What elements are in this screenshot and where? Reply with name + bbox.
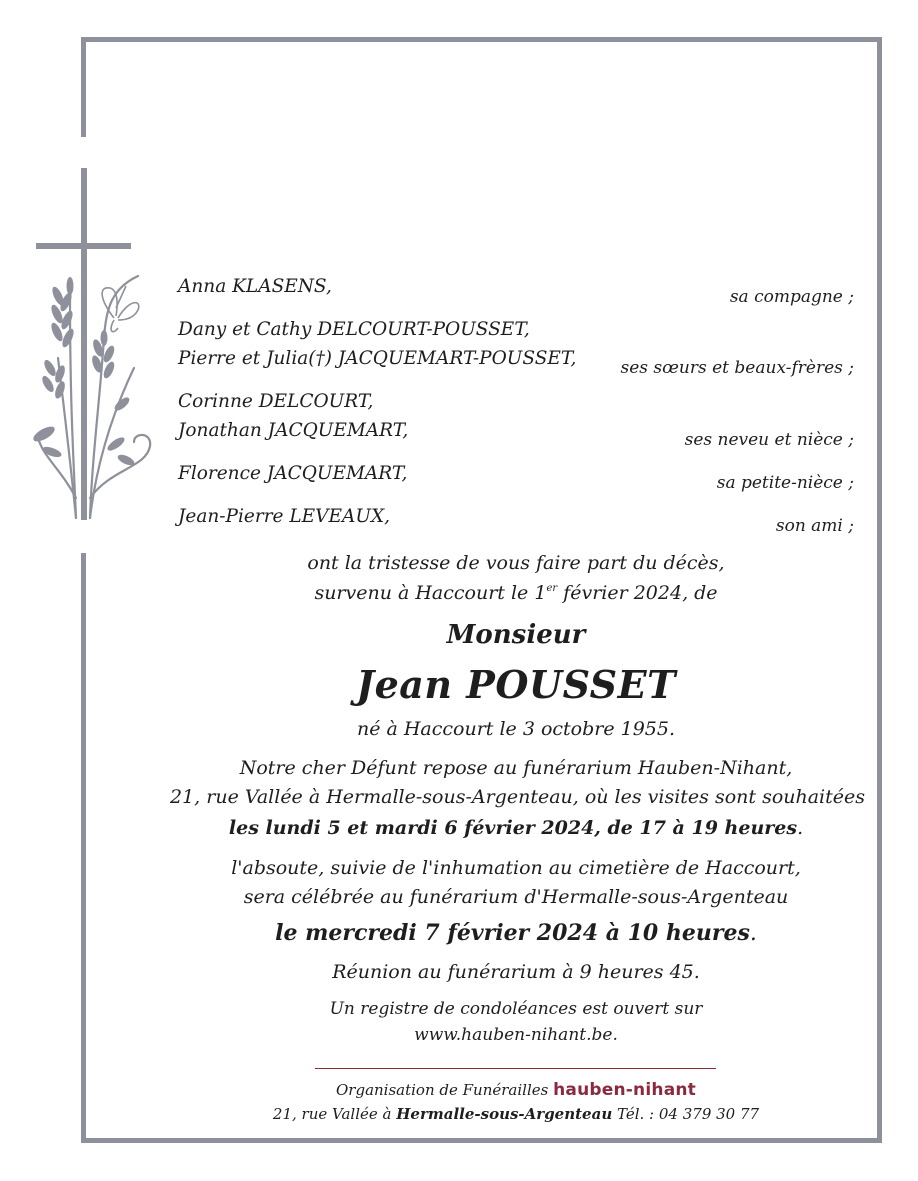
family-member-3: Pierre et Julia(†) JACQUEMART-POUSSET, [178,348,577,369]
relation-3: ses neveu et nièce ; [684,430,854,450]
visitation-line-2: 21, rue Vallée à Hermalle-sous-Argenteau, où les visites sont souhaitées [170,786,866,808]
cross-with-wheat-icon [30,168,160,528]
frame-right-border [877,37,882,1143]
registry-link[interactable]: www.hauben-nihant.be. [414,1025,618,1045]
reunion-line: Réunion au funérarium à 9 heures 45. [332,961,700,983]
ceremony-line-2: sera célébrée au funérarium d'Hermalle-sous-Argenteau [243,886,789,908]
ceremony-line-1: l'absoute, suivie de l'inhumation au cimetière de Haccourt, [231,857,801,879]
relation-4: sa petite-nièce ; [716,473,854,493]
footer-address: 21, rue Vallée à Hermalle-sous-Argenteau Tél. : 04 379 30 77 [272,1105,760,1123]
footer-divider [315,1068,716,1069]
announcement-line-1: ont la tristesse de vous faire part du décès, [307,552,725,574]
deceased-birth: né à Haccourt le 3 octobre 1955. [356,718,676,740]
ceremony-date: le mercredi 7 février 2024 à 10 heures. [275,920,757,946]
frame-left-border-upper [81,37,86,137]
family-member-6: Florence JACQUEMART, [178,463,408,484]
deceased-name: Jean POUSSET [356,662,676,707]
registry-line-1: Un registre de condoléances est ouvert sur [329,999,703,1019]
family-member-1: Anna KLASENS, [178,276,332,297]
family-member-7: Jean-Pierre LEVEAUX, [178,506,391,527]
butterfly-icon [102,286,139,332]
family-member-4: Corinne DELCOURT, [178,391,374,412]
frame-top-border [81,37,882,42]
visitation-line-1: Notre cher Défunt repose au funérarium Hauben-Nihant, [239,757,793,779]
frame-left-border-lower [81,553,86,1143]
deceased-title: Monsieur [446,620,586,650]
family-member-2: Dany et Cathy DELCOURT-POUSSET, [178,319,530,340]
brand-logo: hauben-nihant [553,1080,696,1100]
visitation-dates: les lundi 5 et mardi 6 février 2024, de 17 à 19 heures. [228,817,804,839]
frame-bottom-border [81,1138,882,1143]
announcement-line-2: survenu à Haccourt le 1er février 2024, de [314,582,718,604]
footer-organisation: Organisation de Funérailles hauben-nihant [336,1080,696,1100]
relation-2: ses sœurs et beaux-frères ; [620,358,854,378]
relation-1: sa compagne ; [729,287,854,307]
relation-5: son ami ; [775,516,854,536]
family-member-5: Jonathan JACQUEMART, [178,420,409,441]
